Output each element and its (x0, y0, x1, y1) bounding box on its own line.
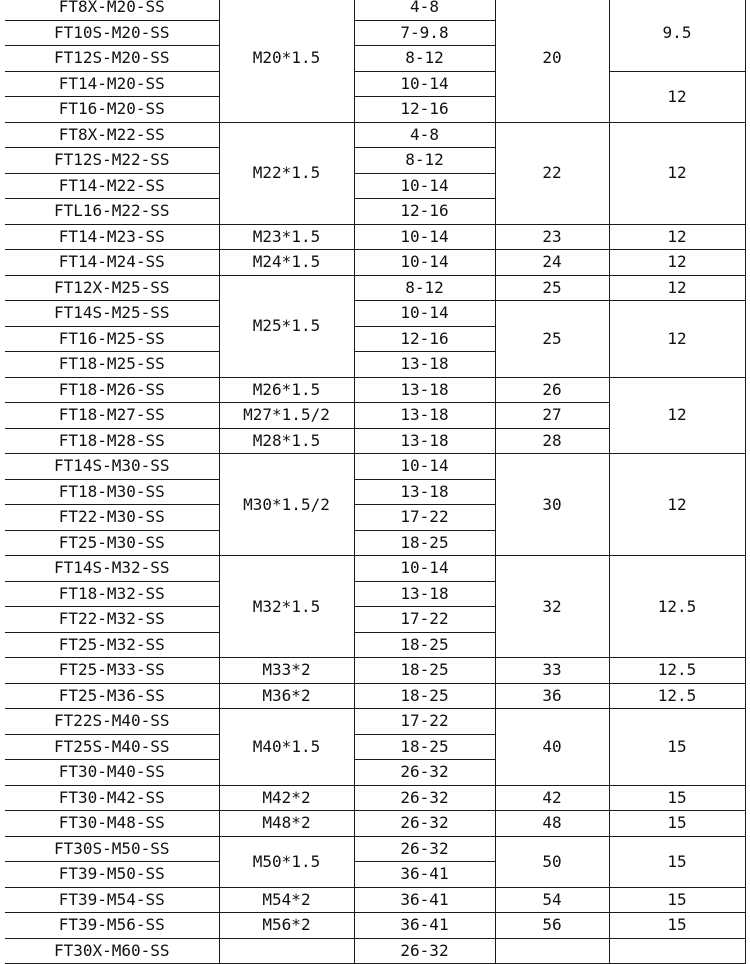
cable-range-cell: 13-18 (354, 428, 495, 454)
dimension-a-cell: 36 (495, 683, 609, 709)
model-cell: FT18-M25-SS (5, 352, 219, 378)
model-cell: FT16-M25-SS (5, 326, 219, 352)
model-cell: FT14S-M32-SS (5, 556, 219, 582)
cable-range-cell: 18-25 (354, 530, 495, 556)
dimension-b-cell: 12.5 (609, 683, 745, 709)
table-row (5, 0, 745, 20)
model-cell: FT14-M22-SS (5, 173, 219, 199)
table-row (5, 658, 745, 684)
cable-range-cell: 10-14 (354, 301, 495, 327)
table-row (5, 785, 745, 811)
cable-range-cell: 13-18 (354, 479, 495, 505)
thread-size-cell: M20*1.5 (219, 0, 354, 122)
thread-size-cell: M54*2 (219, 887, 354, 913)
thread-size-cell: M30*1.5/2 (219, 454, 354, 556)
dimension-b-cell: 12 (609, 71, 745, 122)
model-cell: FT18-M30-SS (5, 479, 219, 505)
model-cell: FT25-M30-SS (5, 530, 219, 556)
model-cell: FT30-M42-SS (5, 785, 219, 811)
dimension-a-cell: 28 (495, 428, 609, 454)
model-cell: FT39-M54-SS (5, 887, 219, 913)
dimension-a-cell: 50 (495, 836, 609, 887)
cable-range-cell: 7-9.8 (354, 20, 495, 46)
thread-size-cell: M50*1.5 (219, 836, 354, 887)
dimension-a-cell: 26 (495, 377, 609, 403)
cable-range-cell: 26-32 (354, 836, 495, 862)
cable-range-cell: 36-41 (354, 913, 495, 939)
cable-range-cell: 18-25 (354, 683, 495, 709)
thread-size-cell: M36*2 (219, 683, 354, 709)
model-cell: FT25-M32-SS (5, 632, 219, 658)
cable-range-cell: 26-32 (354, 811, 495, 837)
thread-size-cell: M24*1.5 (219, 250, 354, 276)
thread-size-cell: M28*1.5 (219, 428, 354, 454)
table-row (5, 709, 745, 735)
cable-range-cell: 36-41 (354, 887, 495, 913)
dimension-b-cell: 12.5 (609, 658, 745, 684)
cable-range-cell: 13-18 (354, 581, 495, 607)
table-row (5, 71, 745, 97)
model-cell: FT22-M30-SS (5, 505, 219, 531)
table-row (5, 301, 745, 327)
cable-range-cell: 8-12 (354, 275, 495, 301)
cable-range-cell: 18-25 (354, 632, 495, 658)
cable-range-cell: 12-16 (354, 97, 495, 123)
dimension-a-cell: 33 (495, 658, 609, 684)
cable-range-cell: 4-8 (354, 122, 495, 148)
model-cell: FT22S-M40-SS (5, 709, 219, 735)
table-row (5, 913, 745, 939)
cable-range-cell: 18-25 (354, 734, 495, 760)
dimension-a-cell: 42 (495, 785, 609, 811)
dimension-b-cell: 12.5 (609, 556, 745, 658)
dimension-a-cell: 56 (495, 913, 609, 939)
thread-size-cell: M56*2 (219, 913, 354, 939)
model-cell: FT8X-M20-SS (5, 0, 219, 20)
table-row (5, 275, 745, 301)
model-cell: FT39-M50-SS (5, 862, 219, 888)
dimension-b-cell: 12 (609, 377, 745, 454)
table-row (5, 683, 745, 709)
cable-range-cell: 36-41 (354, 862, 495, 888)
cable-range-cell: 10-14 (354, 71, 495, 97)
model-cell: FT18-M32-SS (5, 581, 219, 607)
cable-range-cell: 17-22 (354, 607, 495, 633)
cable-range-cell: 17-22 (354, 709, 495, 735)
thread-size-cell: M25*1.5 (219, 275, 354, 377)
dimension-a-cell: 20 (495, 0, 609, 122)
model-cell: FT25S-M40-SS (5, 734, 219, 760)
cable-range-cell: 26-32 (354, 938, 495, 964)
dimension-a-cell: 48 (495, 811, 609, 837)
dimension-b-cell: 12 (609, 122, 745, 224)
model-cell: FT30X-M60-SS (5, 938, 219, 964)
model-cell: FT25-M36-SS (5, 683, 219, 709)
model-cell: FT30-M48-SS (5, 811, 219, 837)
model-cell: FT16-M20-SS (5, 97, 219, 123)
model-cell: FT30-M40-SS (5, 760, 219, 786)
model-cell: FTL16-M22-SS (5, 199, 219, 225)
cable-range-cell: 17-22 (354, 505, 495, 531)
model-cell: FT14S-M30-SS (5, 454, 219, 480)
thread-size-cell: M40*1.5 (219, 709, 354, 786)
thread-size-cell: M48*2 (219, 811, 354, 837)
model-cell: FT10S-M20-SS (5, 20, 219, 46)
thread-size-cell: M33*2 (219, 658, 354, 684)
dimension-b-cell: 15 (609, 913, 745, 939)
model-cell: FT14-M23-SS (5, 224, 219, 250)
model-cell: FT39-M56-SS (5, 913, 219, 939)
model-cell: FT14-M24-SS (5, 250, 219, 276)
table-row (5, 224, 745, 250)
cable-range-cell: 26-32 (354, 785, 495, 811)
dimension-b-cell: 12 (609, 454, 745, 556)
cable-range-cell: 10-14 (354, 173, 495, 199)
table-row (5, 556, 745, 582)
model-cell: FT30S-M50-SS (5, 836, 219, 862)
dimension-a-cell: 40 (495, 709, 609, 786)
cable-range-cell: 12-16 (354, 326, 495, 352)
model-cell: FT14-M20-SS (5, 71, 219, 97)
thread-size-cell: M32*1.5 (219, 556, 354, 658)
table-row (5, 836, 745, 862)
dimension-a-cell: 54 (495, 887, 609, 913)
table-row (5, 811, 745, 837)
cable-range-cell: 10-14 (354, 556, 495, 582)
dimension-b-cell: 12 (609, 275, 745, 301)
dimension-b-cell: 15 (609, 887, 745, 913)
table-row (5, 250, 745, 276)
model-cell: FT22-M32-SS (5, 607, 219, 633)
dimension-a-cell: 30 (495, 454, 609, 556)
cable-range-cell: 12-16 (354, 199, 495, 225)
dimension-b-cell: 12 (609, 224, 745, 250)
cable-range-cell: 13-18 (354, 352, 495, 378)
cable-range-cell: 18-25 (354, 658, 495, 684)
dimension-a-cell: 22 (495, 122, 609, 224)
dimension-b-cell: 12 (609, 301, 745, 378)
table-row (5, 122, 745, 148)
model-cell: FT14S-M25-SS (5, 301, 219, 327)
spec-table (5, 0, 746, 964)
dimension-b-cell: 15 (609, 811, 745, 837)
cable-range-cell: 26-32 (354, 760, 495, 786)
cable-range-cell: 13-18 (354, 377, 495, 403)
thread-size-cell: M22*1.5 (219, 122, 354, 224)
dimension-b-cell: 15 (609, 836, 745, 887)
dimension-a-cell: 27 (495, 403, 609, 429)
model-cell: FT18-M26-SS (5, 377, 219, 403)
thread-size-cell: M42*2 (219, 785, 354, 811)
table-row (5, 454, 745, 480)
thread-size-cell: M27*1.5/2 (219, 403, 354, 429)
dimension-a-cell: 32 (495, 556, 609, 658)
model-cell: FT25-M33-SS (5, 658, 219, 684)
model-cell: FT12X-M25-SS (5, 275, 219, 301)
cable-range-cell: 10-14 (354, 224, 495, 250)
model-cell: FT12S-M22-SS (5, 148, 219, 174)
dimension-a-cell: 25 (495, 275, 609, 301)
model-cell: FT8X-M22-SS (5, 122, 219, 148)
dimension-b-cell: 15 (609, 785, 745, 811)
cable-range-cell: 13-18 (354, 403, 495, 429)
model-cell: FT18-M27-SS (5, 403, 219, 429)
cable-range-cell: 10-14 (354, 250, 495, 276)
table-row (5, 377, 745, 403)
thread-size-cell: M26*1.5 (219, 377, 354, 403)
cable-range-cell: 4-8 (354, 0, 495, 20)
thread-size-cell: M23*1.5 (219, 224, 354, 250)
cable-range-cell: 8-12 (354, 148, 495, 174)
table-row (5, 887, 745, 913)
dimension-a-cell: 24 (495, 250, 609, 276)
dimension-a-cell: 25 (495, 301, 609, 378)
dimension-b-cell: 15 (609, 709, 745, 786)
cable-range-cell: 10-14 (354, 454, 495, 480)
model-cell: FT18-M28-SS (5, 428, 219, 454)
cable-range-cell: 8-12 (354, 46, 495, 72)
dimension-b-cell: 12 (609, 250, 745, 276)
spec-table-body (5, 0, 745, 964)
dimension-b-cell: 9.5 (609, 0, 745, 71)
dimension-a-cell: 23 (495, 224, 609, 250)
model-cell: FT12S-M20-SS (5, 46, 219, 72)
